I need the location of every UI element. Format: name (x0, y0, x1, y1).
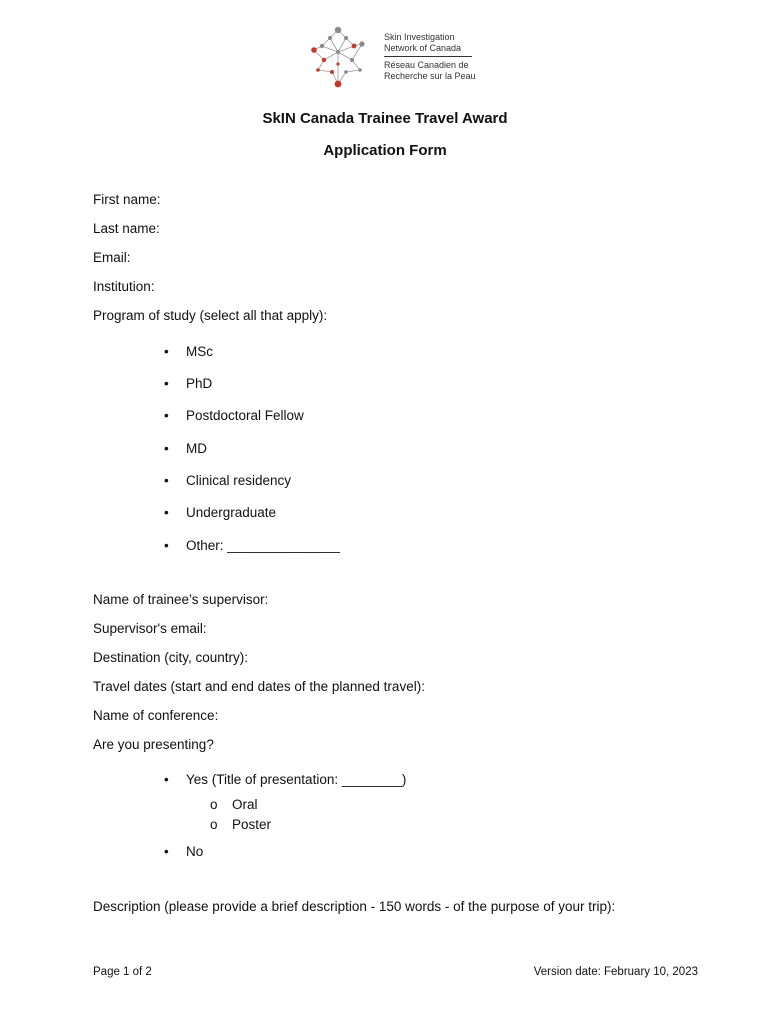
sub-bullet-marker: o (210, 817, 218, 832)
presentation-type-label: Oral (232, 797, 258, 812)
bullet-marker: • (164, 538, 169, 553)
program-option-label: Postdoctoral Fellow (186, 408, 304, 423)
bullet-marker: • (164, 844, 169, 859)
document-subtitle: Application Form (323, 142, 447, 159)
description-label: Description (please provide a brief description - 150 words - of the purpose of your trip): (93, 899, 616, 914)
logo-line-1: Skin Investigation (384, 32, 455, 42)
presentation-type-option (210, 796, 258, 814)
conference-label: Name of conference: (93, 708, 219, 723)
bullet-marker: • (164, 408, 169, 423)
program-option (164, 504, 276, 522)
program-option-label: PhD (186, 376, 213, 391)
sub-bullet-marker: o (210, 797, 218, 812)
bullet-marker: • (164, 505, 169, 520)
logo-line-4: Recherche sur la Peau (384, 71, 476, 81)
bullet-marker: • (164, 376, 169, 391)
first-name-label: First name: (93, 192, 161, 207)
bullet-marker: • (164, 772, 169, 787)
logo-line-3: Réseau Canadien de (384, 60, 469, 70)
presentation-type-label: Poster (232, 817, 272, 832)
document-title: SkIN Canada Trainee Travel Award (262, 110, 508, 127)
program-option (164, 537, 340, 555)
presentation-type-option (210, 816, 271, 834)
bullet-marker: • (164, 441, 169, 456)
program-option-label: Clinical residency (186, 473, 292, 488)
destination-label: Destination (city, country): (93, 650, 249, 665)
logo-divider (384, 56, 472, 57)
travel-dates-label: Travel dates (start and end dates of the planned travel): (93, 679, 425, 694)
program-option (164, 472, 291, 490)
presenting-option-yes (164, 771, 406, 789)
skin-canada-logo (302, 24, 482, 94)
presenting-no-label: No (186, 844, 204, 859)
email-label: Email: (93, 250, 131, 265)
program-option-label: MSc (186, 344, 213, 359)
program-option (164, 375, 212, 393)
program-option-label: MD (186, 441, 207, 456)
presenting-option-no (164, 843, 203, 861)
logo-wordmark (384, 32, 476, 82)
institution-label: Institution: (93, 279, 155, 294)
supervisor-email-label: Supervisor's email: (93, 621, 207, 636)
bullet-marker: • (164, 344, 169, 359)
presenting-yes-label: Yes (Title of presentation: ________) (186, 772, 407, 787)
program-option-label: Undergraduate (186, 505, 277, 520)
program-label: Program of study (select all that apply): (93, 308, 328, 323)
program-option (164, 407, 304, 425)
program-option (164, 343, 213, 361)
version-date: Version date: February 10, 2023 (533, 966, 698, 978)
page-number: Page 1 of 2 (93, 966, 152, 978)
bullet-marker: • (164, 473, 169, 488)
program-option (164, 440, 207, 458)
supervisor-name-label: Name of trainee’s supervisor: (93, 592, 269, 607)
last-name-label: Last name: (93, 221, 160, 236)
program-option-label: Other: _______________ (186, 538, 340, 553)
logo-line-2: Network of Canada (384, 43, 462, 53)
maple-network-icon (302, 24, 382, 94)
presenting-label: Are you presenting? (93, 737, 214, 752)
